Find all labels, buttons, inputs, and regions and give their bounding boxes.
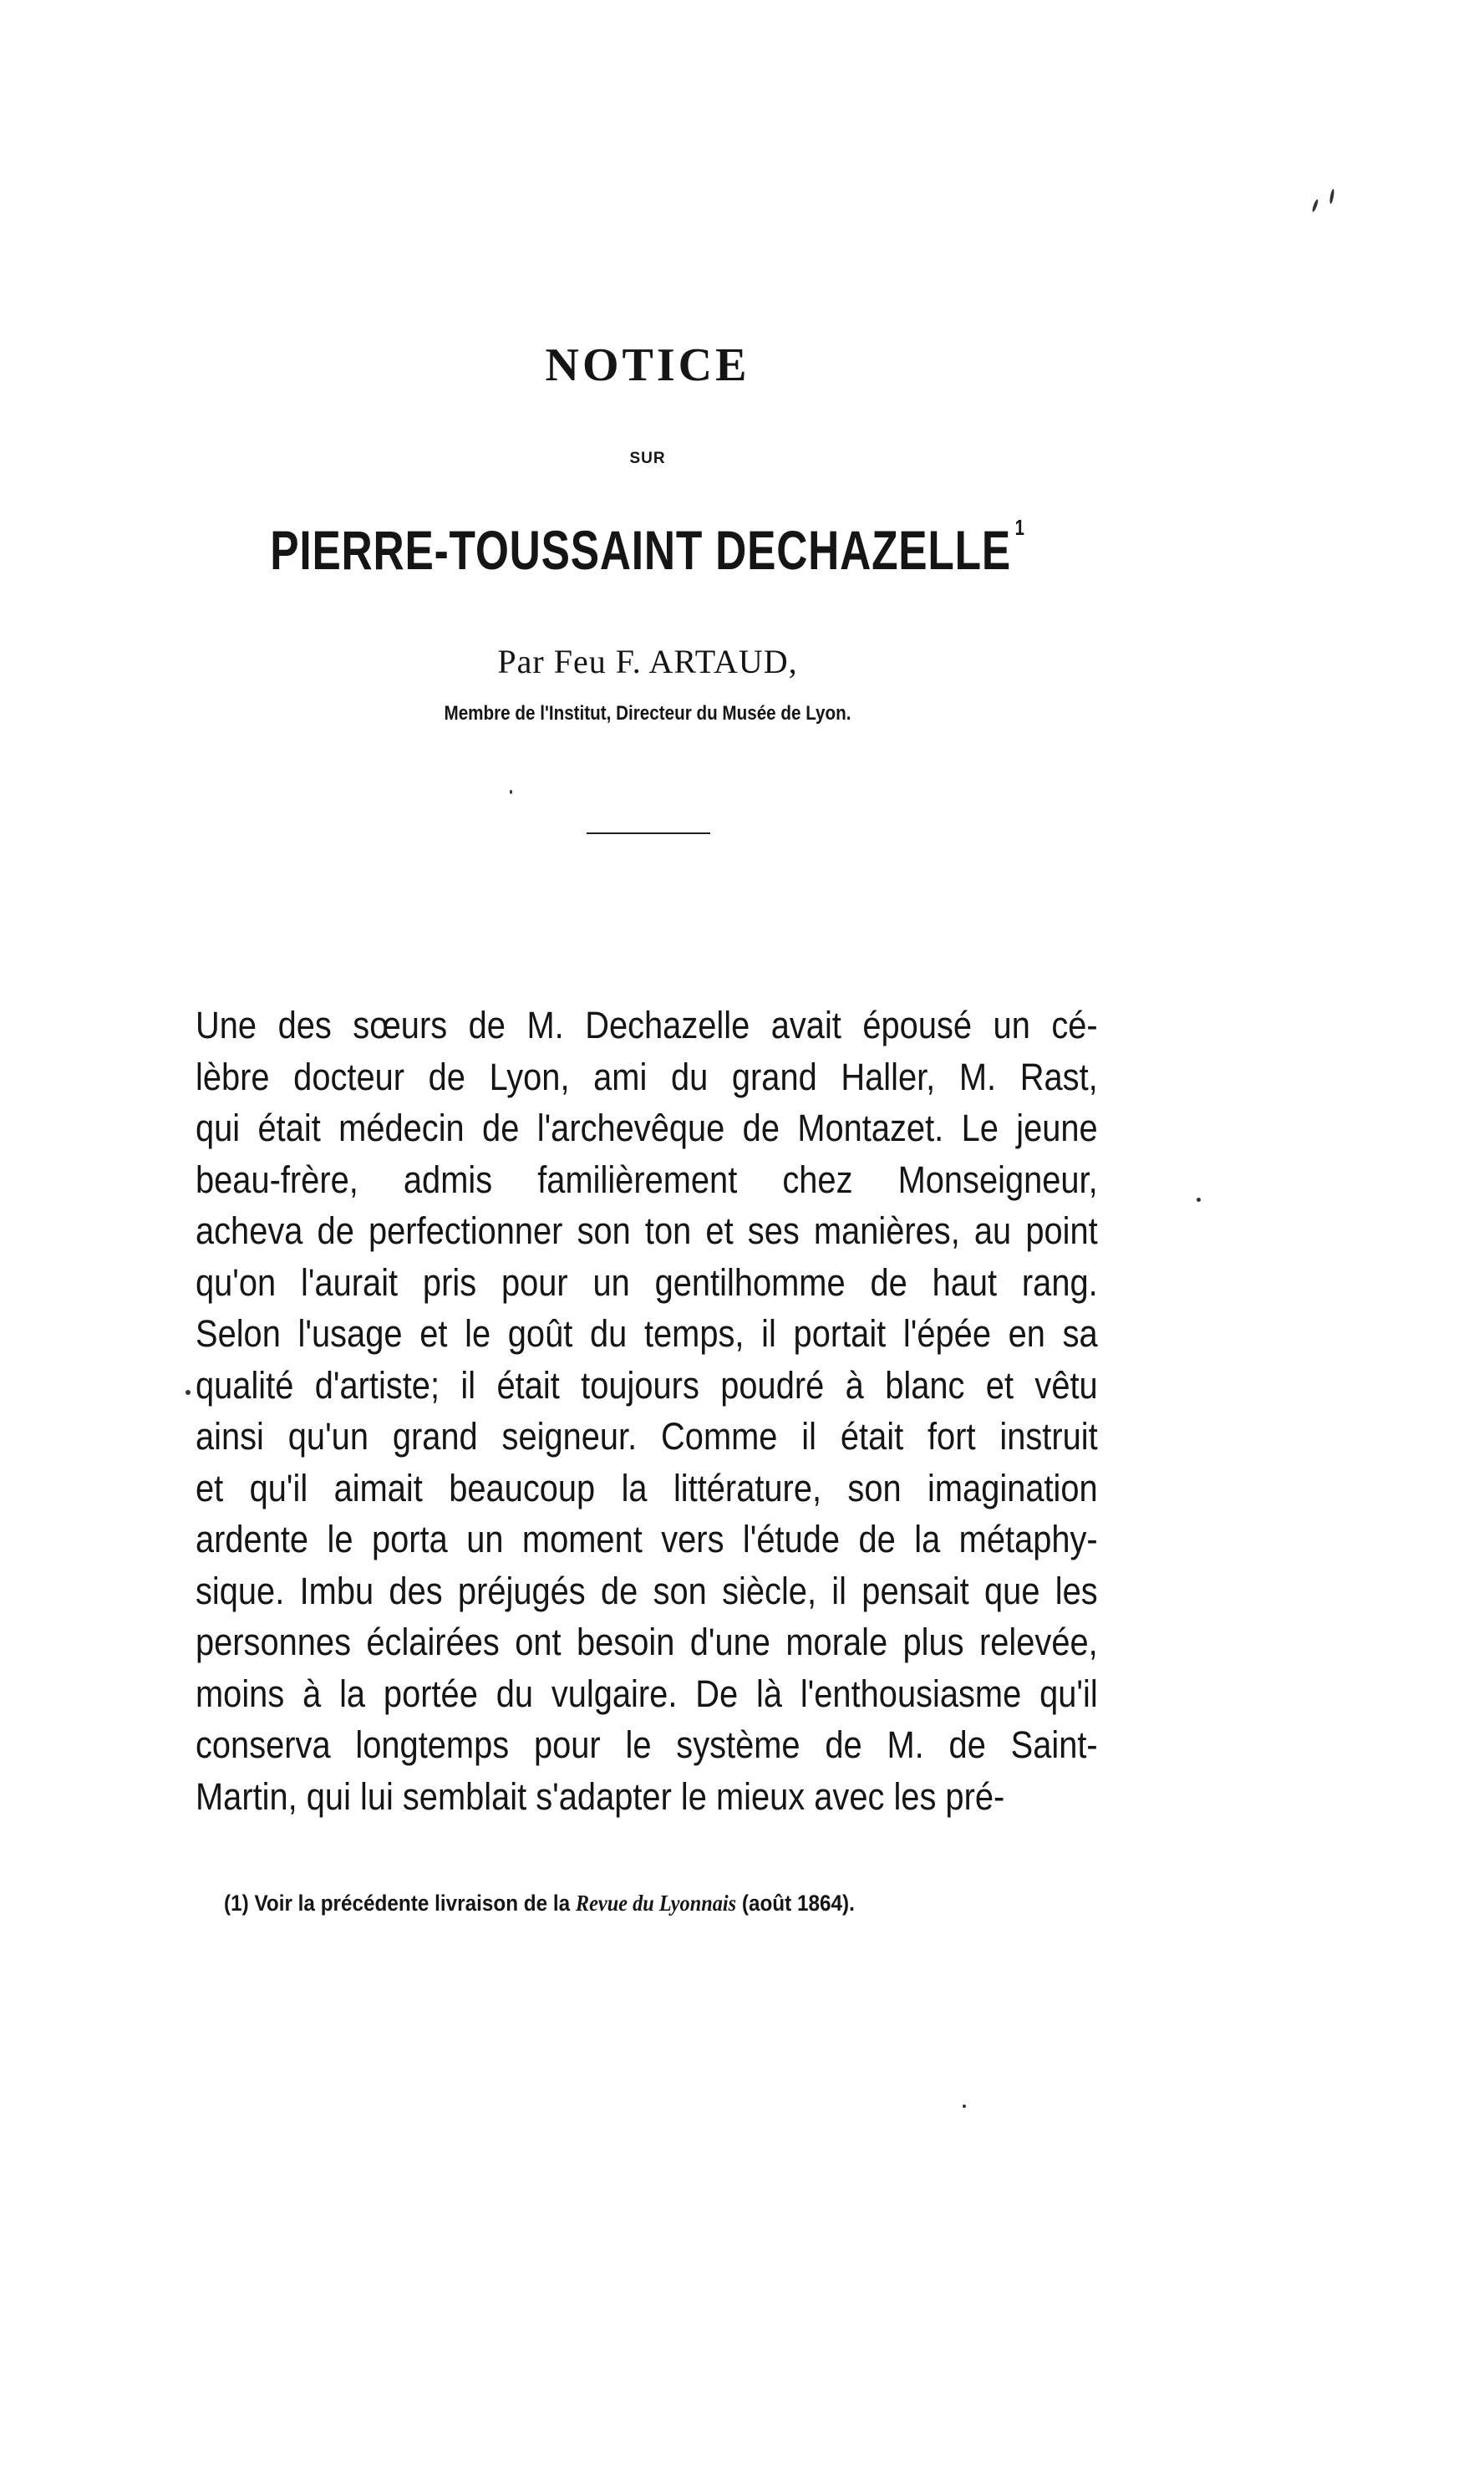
scan-speck [1329, 189, 1334, 204]
text-line: conserva longtemps pour le système de M. de Saint- [196, 1723, 1098, 1766]
scan-speck [186, 1390, 191, 1395]
text-line: moins à la portée du vulgaire. De là l'enthousiasme qu'il [196, 1672, 1098, 1715]
subject-heading [143, 515, 1153, 582]
scan-speck [510, 790, 512, 794]
subject-name: PIERRE-TOUSSAINT DECHAZELLE [270, 519, 1011, 581]
scan-speck [1197, 1198, 1201, 1202]
footnote-text: Voir la précédente livraison de la [254, 1891, 571, 1916]
preposition-label: SUR [629, 450, 666, 467]
section-divider [587, 832, 710, 834]
scan-speck [1311, 199, 1319, 212]
text-line: Une des sœurs de M. Dechazelle avait épousé un cé- [196, 1004, 1098, 1046]
text-line: ardente le porta un moment vers l'étude de la métaphy- [196, 1518, 1098, 1560]
text-line: ainsi qu'un grand seigneur. Comme il était fort instruit [196, 1415, 1098, 1458]
notice-title: NOTICE [545, 339, 750, 391]
text-line: lèbre docteur de Lyon, ami du grand Haller, M. Rast, [196, 1055, 1098, 1098]
author-byline: Par Feu F. ARTAUD, [497, 643, 798, 680]
footnote-reference: 1 [1014, 515, 1025, 540]
footnote [224, 1891, 855, 1916]
body-paragraph [196, 1000, 1098, 1822]
text-line: personnes éclairées ont besoin d'une morale plus relevée, [196, 1621, 1098, 1663]
text-line: et qu'il aimait beaucoup la littérature, son imagination [196, 1466, 1098, 1509]
text-line: qu'on l'aurait pris pour un gentilhomme de haut rang. [196, 1260, 1098, 1304]
author-affiliation: Membre de l'Institut, Directeur du Musée de Lyon. [444, 702, 851, 725]
footnote-date: (août 1864). [741, 1891, 855, 1916]
text-line: Martin, qui lui semblait s'adapter le mieux avec les pré- [196, 1774, 1005, 1818]
footnote-journal: Revue du Lyonnais [575, 1891, 737, 1916]
scan-speck [963, 2105, 966, 2108]
text-line: Selon l'usage et le goût du temps, il portait l'épée en sa [196, 1312, 1098, 1355]
text-line: sique. Imbu des préjugés de son siècle, il pensait que les [196, 1569, 1098, 1612]
footnote-marker: (1) [224, 1891, 249, 1916]
text-line: acheva de perfectionner son ton et ses manières, au point [196, 1209, 1098, 1252]
text-line: beau-frère, admis familièrement chez Monseigneur, [196, 1158, 1098, 1201]
text-line: qualité d'artiste; il était toujours poudré à blanc et vêtu [196, 1363, 1098, 1407]
text-line: qui était médecin de l'archevêque de Montazet. Le jeune [196, 1107, 1098, 1149]
